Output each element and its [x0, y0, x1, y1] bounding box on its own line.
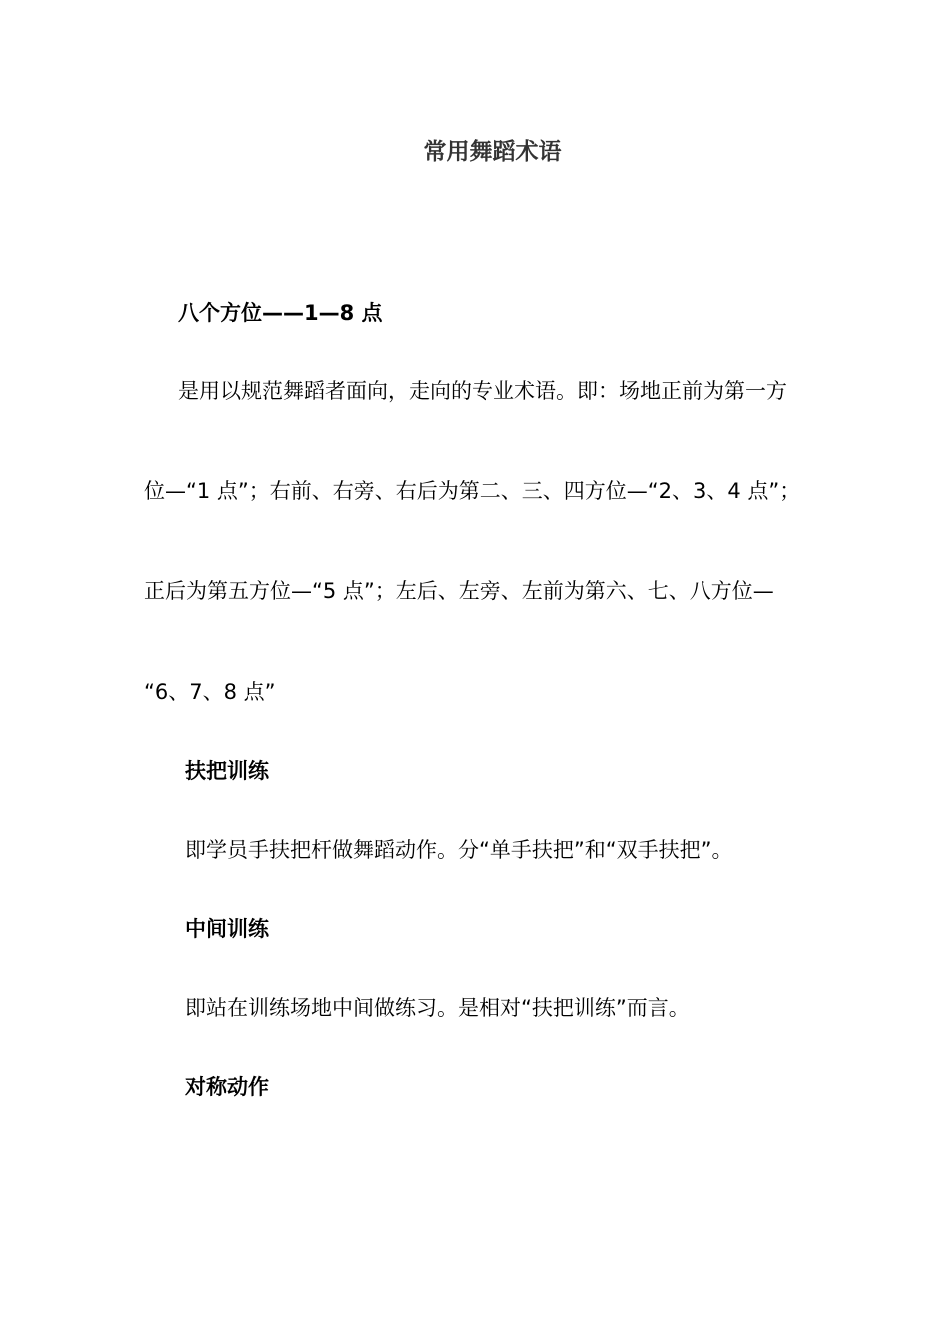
paragraph-line: 即学员手扶把杆做舞蹈动作。分“单手扶把”和“双手扶把”。: [185, 838, 733, 862]
section-heading-symmetric: 对称动作: [185, 1075, 269, 1099]
paragraph-line: “6、7、8 点”: [144, 680, 276, 704]
paragraph-line: 正后为第五方位—“5 点”；左后、左旁、左前为第六、七、八方位—: [144, 579, 774, 603]
paragraph-line: 即站在训练场地中间做练习。是相对“扶把训练”而言。: [185, 996, 690, 1020]
paragraph-line: 位—“1 点”；右前、右旁、右后为第二、三、四方位—“2、3、4 点”；: [144, 479, 801, 503]
section-heading-barre: 扶把训练: [185, 759, 269, 783]
page-title: 常用舞蹈术语: [423, 139, 562, 165]
section-heading-directions: 八个方位——1—8 点: [178, 301, 383, 325]
paragraph-line: 是用以规范舞蹈者面向，走向的专业术语。即：场地正前为第一方: [178, 379, 787, 403]
section-heading-center: 中间训练: [185, 917, 269, 941]
